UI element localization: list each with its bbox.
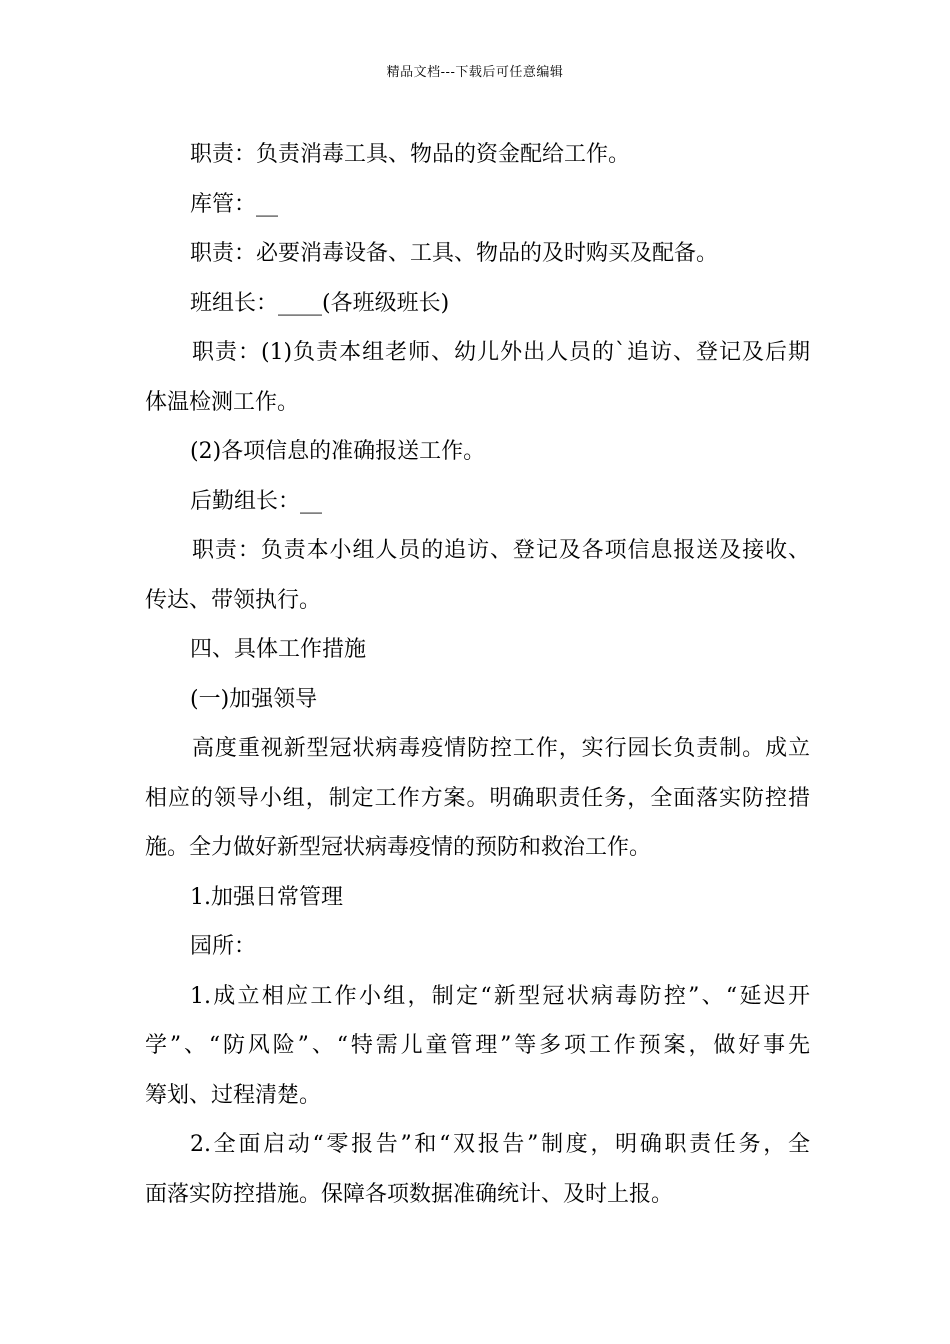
paragraph-line: 体温检测工作。 xyxy=(145,389,300,415)
document-body xyxy=(145,130,810,1219)
paragraph-line: 2.全面启动“零报告”和“双报告”制度，明确职责任务，全 xyxy=(190,1132,810,1157)
paragraph-line: 传达、带领执行。 xyxy=(145,587,322,613)
paragraph-line: 面落实防控措施。保障各项数据准确统计、及时上报。 xyxy=(145,1181,674,1207)
paragraph-line: 筹划、过程清楚。 xyxy=(145,1082,322,1108)
paragraph-line: 1.成立相应工作小组，制定“新型冠状病毒防控”、“延迟开 xyxy=(190,983,810,1009)
paragraph-line: 施。全力做好新型冠状病毒疫情的预防和救治工作。 xyxy=(145,835,652,860)
paragraph-line: 班组长：____(各班级班长) xyxy=(190,290,450,316)
paragraph-line: 职责：负责消毒工具、物品的资金配给工作。 xyxy=(190,142,631,167)
subsection-heading: (一)加强领导 xyxy=(190,686,318,712)
paragraph-line: 学”、“防风险”、“特需儿童管理”等多项工作预案，做好事先 xyxy=(145,1033,810,1058)
paragraph-line: 职责：负责本小组人员的追访、登记及各项信息报送及接收、 xyxy=(192,538,810,563)
paragraph-line: (2)各项信息的准确报送工作。 xyxy=(190,439,486,464)
paragraph-line: 职责：(1)负责本组老师、幼儿外出人员的`追访、登记及后期 xyxy=(192,340,810,365)
page-header: 精品文档---下载后可任意编辑 xyxy=(386,65,564,80)
paragraph-line: 高度重视新型冠状病毒疫情防控工作，实行园长负责制。成立 xyxy=(192,736,810,761)
paragraph-line: 相应的领导小组，制定工作方案。明确职责任务，全面落实防控措 xyxy=(145,785,810,811)
paragraph-line: 园所： xyxy=(190,934,257,959)
paragraph-line: 后勤组长：__ xyxy=(190,488,323,514)
paragraph-line: 职责：必要消毒设备、工具、物品的及时购买及配备。 xyxy=(190,241,719,266)
paragraph-line: 库管：__ xyxy=(190,191,279,217)
subsection-heading: 1.加强日常管理 xyxy=(190,884,343,910)
section-heading: 四、具体工作措施 xyxy=(190,637,367,662)
